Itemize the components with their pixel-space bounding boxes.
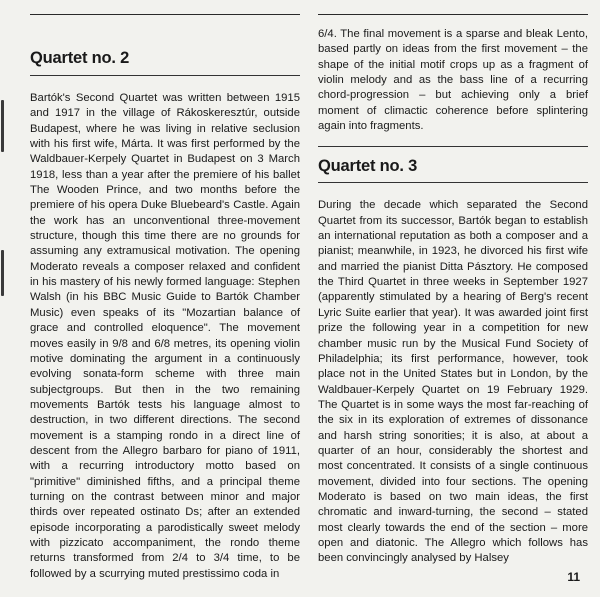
body-paragraph-continuation: 6/4. The final movement is a sparse and bleak Lento, based partly on ideas from the first movement – the shape of the initial motif crops up as a fragment of violin melody and as the bass line of a recurring chord-progression – but achieving only a brief moment of climactic coherence before splintering again into fragments. [318, 28, 588, 133]
heading-underline-right [318, 182, 588, 183]
section-heading-quartet-3: Quartet no. 3 [318, 157, 418, 176]
section-rule-right [318, 146, 588, 147]
right-column [318, 0, 588, 567]
page-number: 11 [567, 570, 580, 584]
binding-mark-lower [1, 250, 4, 296]
top-rule-right [318, 14, 588, 15]
body-paragraph-quartet-3: During the decade which separated the Second Quartet from its successor, Bartók began to establish an international reputation as both a composer and a pianist; meanwhile, in 1923, he divorced his first wife and married the pianist Ditta Pásztory. He composed the Third Quartet in three weeks in September 1927 (apparently stimulated by a hearing of Berg's recent Lyric Suite earlier that year). It was awarded joint first prize the following year in a competition for new chamber music run by the Musical Fund Society of Philadelphia; its first performance, however, took place not in the United States but in London, by the Waldbauer-Kerpely Quartet on 19 February 1929. The Quartet is in some ways the most far-reaching of the six in its exploration of extremes of dissonance and harsh string sonorities; it is also, at about a quarter of an hour, considerably the shortest and most concentrated. It consists of a single continuous movement, divided into four sections. The opening Moderato is based on two main ideas, the first chromatic and inward-turning, the second – stated most clearly towards the end of the section – more open and diatonic. The Allegro which follows has been convincingly analysed by Halsey [318, 199, 588, 565]
heading-underline-left [30, 75, 300, 76]
left-column [30, 0, 300, 582]
section-heading-quartet-2: Quartet no. 2 [30, 49, 130, 67]
body-paragraph-quartet-2: Bartók's Second Quartet was written between 1915 and 1917 in the village of Rákoskeresztúr, outside Budapest, where he was living in relative seclusion with his first wife, Márta. It was first performed by the Waldbauer-Kerpely Quartet in Budapest on 3 March 1918, less than a year after the premiere of his ballet The Wooden Prince, and two months before the premiere of his opera Duke Bluebeard's Castle. Again the work has an unconventional three-movement structure, though this time there are no grounds for assuming any extramusical motivation. The opening Moderato reveals a composer relaxed and confident in his mastery of his newly formed language: Stephen Walsh (in his BBC Music Guide to Bartók Chamber Music) even speaks of its "Mozartian balance of grace and controlled eloquence". The movement moves easily in 9/8 and 6/8 metres, its opening violin motive dominating the argument in a continuously evolving sonata-form scheme with three main subjectgroups. But then in the two remaining movements Bartók tests his language almost to destruction, in two different directions. The second movement is a stamping rondo in a direct line of descent from the Allegro barbaro for piano of 1911, with a recurring introductory motto based on "primitive" diminished fifths, and a principal theme turning on the contrast between minor and major thirds over repeated ostinato Ds; after an extended episode incorporating a parodistically sweet melody with pizzicato accompaniment, the rondo theme returns transformed from 2/4 to 3/4 time, to be followed by a scurrying muted prestissimo coda in [30, 92, 300, 580]
binding-mark-upper [1, 100, 4, 152]
top-rule-left [30, 14, 300, 15]
